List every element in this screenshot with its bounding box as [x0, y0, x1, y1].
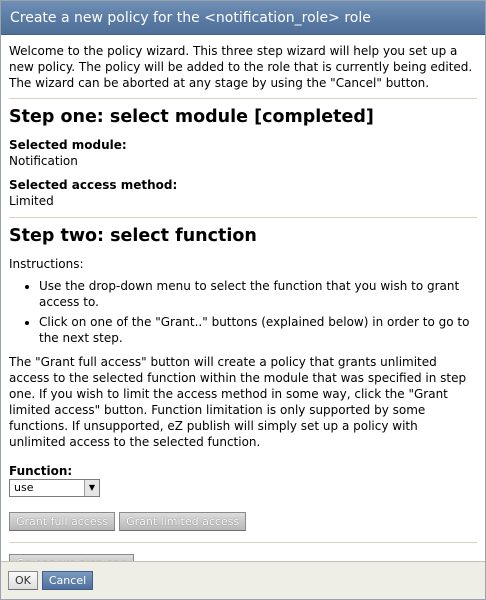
grant-limited-access-button[interactable]: Grant limited access [119, 512, 246, 531]
grant-button-row [9, 512, 477, 531]
intro-text: Welcome to the policy wizard. This three step wizard will help you set up a new policy. The policy will be added to the role that is currently being edited. The wizard can be aborted at any stage by using the "Cancel" button. [9, 44, 473, 90]
instruction-item: • Use the drop-down menu to select the function that you wish to grant access to. [39, 278, 477, 310]
function-label: Function: [9, 464, 73, 478]
selected-module-label: Selected module: [9, 138, 127, 152]
selected-access-value: Limited [9, 194, 54, 208]
cancel-button[interactable]: Cancel [42, 571, 93, 590]
dialog-footer [1, 561, 485, 599]
divider [9, 217, 477, 218]
instructions-label: Instructions: [9, 257, 84, 271]
selected-access-label: Selected access method: [9, 178, 178, 192]
instruction-item: • Click on one of the "Grant.." buttons (explained below) in order to go to the next step. [39, 314, 477, 346]
grant-full-access-button[interactable]: Grant full access [9, 512, 115, 531]
step-two-heading: Step two: select function [9, 226, 257, 246]
instructions-list [9, 278, 477, 346]
grant-description: The "Grant full access" button will create a policy that grants unlimited access to the selected function within the module that was specified in step one. If you wish to limit the access method in some way, click the "Grant limited access" button. Function limitation is only supported by some functions. If unsupported, eZ publish will simply set up a policy with unlimited access to the selected function. [9, 355, 467, 449]
function-select-value: use [14, 481, 34, 494]
wizard-content [1, 35, 485, 573]
step-one-heading: Step one: select module [completed] [9, 107, 374, 127]
function-select[interactable] [9, 479, 100, 497]
selected-module-value: Notification [9, 154, 78, 168]
ok-button[interactable]: OK [8, 571, 38, 590]
divider [9, 542, 477, 543]
divider [9, 98, 477, 99]
selected-access-block [9, 177, 477, 209]
selected-module-block [9, 137, 477, 169]
chevron-down-icon[interactable]: ▼ [84, 480, 99, 496]
window-title: Create a new policy for the <notification_role> role [1, 1, 485, 35]
